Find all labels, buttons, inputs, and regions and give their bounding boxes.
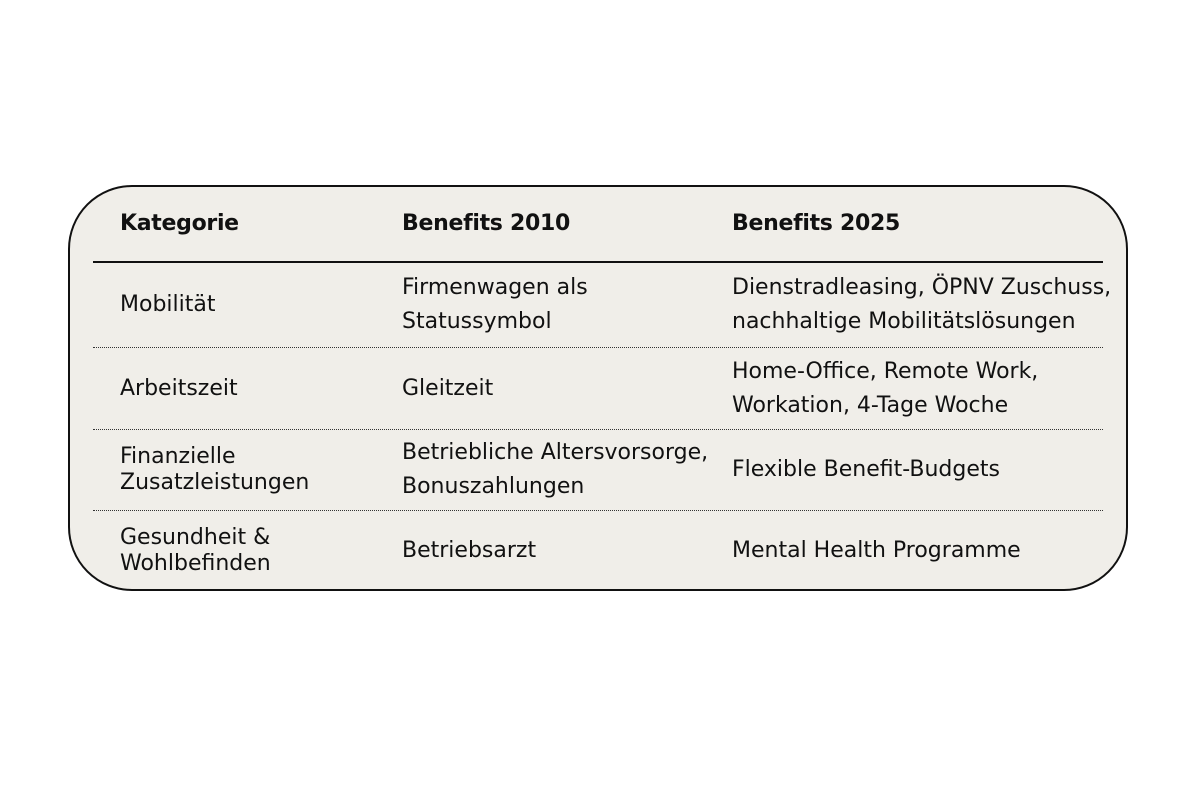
cell-benefits-2025: Flexible Benefit-Budgets <box>732 457 1000 482</box>
table-row <box>93 263 1112 348</box>
table-row <box>93 348 1103 430</box>
cell-kategorie: Finanzielle Zusatzleistungen <box>120 444 310 495</box>
table-header-row <box>93 187 1103 263</box>
cell-benefits-2010: Betriebliche Altersvorsorge, Bonuszahlungen <box>402 440 709 499</box>
cell-benefits-2025: Mental Health Programme <box>732 538 1021 563</box>
column-header-benefits-2025: Benefits 2025 <box>732 211 900 236</box>
cell-benefits-2010: Gleitzeit <box>402 375 494 401</box>
cell-kategorie: Arbeitszeit <box>120 375 238 401</box>
cell-benefits-2025: Dienstradleasing, ÖPNV Zuschuss, nachhaltige Mobilitätslösungen <box>732 275 1112 334</box>
cell-benefits-2010: Firmenwagen als Statussymbol <box>402 275 588 334</box>
cell-benefits-2025: Home-Office, Remote Work, Workation, 4-Tage Woche <box>732 358 1039 418</box>
table-row <box>93 511 1103 591</box>
cell-kategorie: Mobilität <box>120 292 216 317</box>
column-header-kategorie: Kategorie <box>120 211 239 236</box>
cell-kategorie: Gesundheit & Wohlbefinden <box>120 525 271 576</box>
table-row <box>93 430 1103 511</box>
benefits-comparison-table <box>68 185 1128 591</box>
column-header-benefits-2010: Benefits 2010 <box>402 211 570 236</box>
cell-benefits-2010: Betriebsarzt <box>402 538 537 563</box>
